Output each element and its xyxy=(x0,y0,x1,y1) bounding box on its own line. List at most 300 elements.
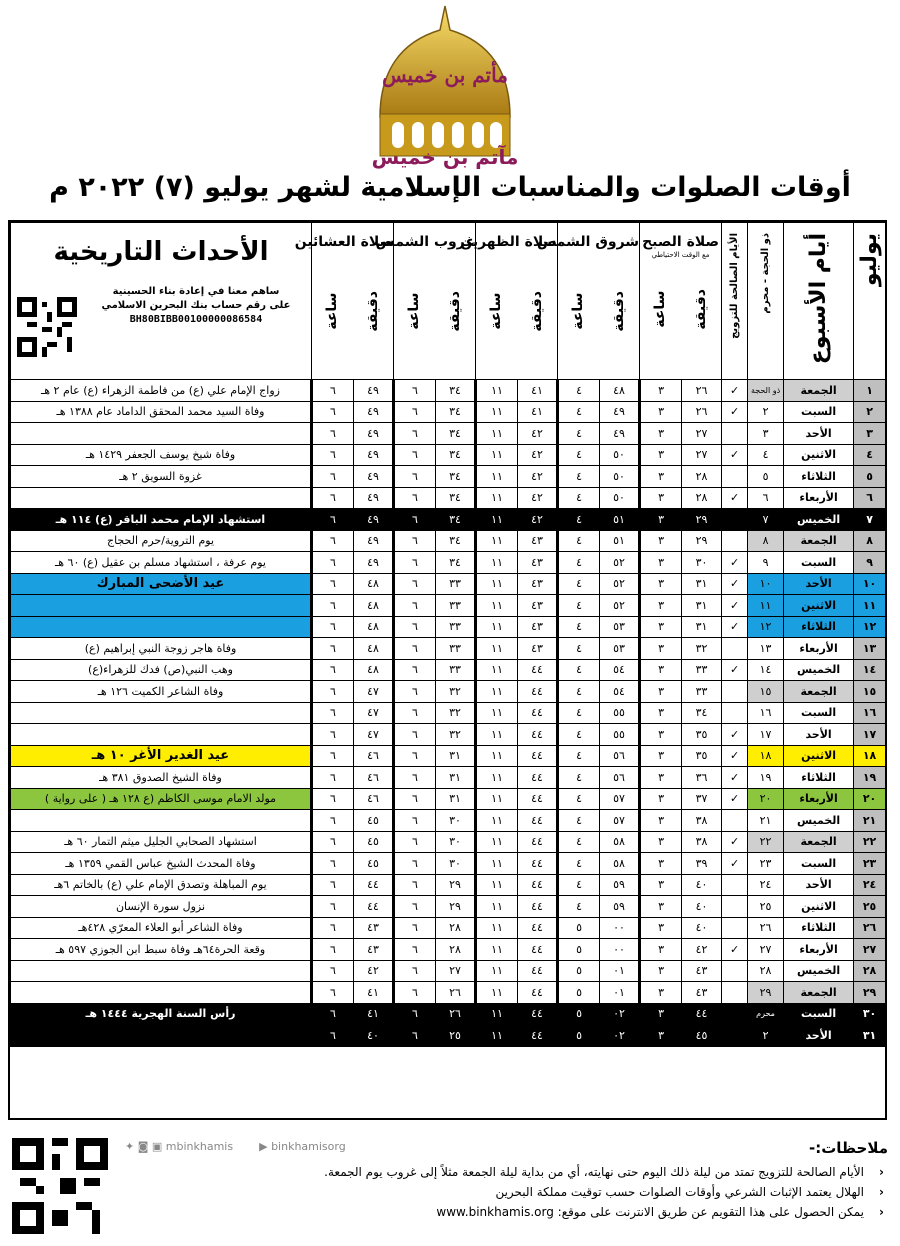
sunset-minute: ٢٦ xyxy=(436,1003,476,1025)
fajr-minute: ٣٣ xyxy=(682,681,722,703)
sunset-hour: ٦ xyxy=(394,1003,436,1025)
weekday: الجمعة xyxy=(784,530,854,552)
sunset-hour: ٦ xyxy=(394,616,436,638)
event-text: غزوة السويق ٢ هـ xyxy=(11,466,312,488)
weekday: الاثنين xyxy=(784,595,854,617)
isha-hour: ٦ xyxy=(312,638,354,660)
sunrise-hour: ٥ xyxy=(558,939,600,961)
sunrise-minute: ٥١ xyxy=(600,530,640,552)
hijri-day: ذو الحجة xyxy=(748,380,784,402)
sunrise-hour: ٤ xyxy=(558,444,600,466)
dhuhr-hour: ١١ xyxy=(476,552,518,574)
fajr-minute: ٣٢ xyxy=(682,638,722,660)
sunset-hour: ٦ xyxy=(394,552,436,574)
sunrise-hour: ٤ xyxy=(558,724,600,746)
table-row xyxy=(11,702,886,724)
isha-hour: ٦ xyxy=(312,444,354,466)
day-number: ٢٨ xyxy=(854,960,886,982)
dhuhr-hour: ١١ xyxy=(476,573,518,595)
fajr-minute: ٣٣ xyxy=(682,659,722,681)
day-number: ٣ xyxy=(854,423,886,445)
table-row xyxy=(11,380,886,402)
youtube-icon: ▶ xyxy=(259,1140,272,1153)
dhuhr-hour: ١١ xyxy=(476,853,518,875)
hijri-day: ٢٥ xyxy=(748,896,784,918)
event-text xyxy=(11,960,312,982)
sunset-minute: ٣١ xyxy=(436,767,476,789)
table-row xyxy=(11,401,886,423)
weekday: الجمعة xyxy=(784,982,854,1004)
isha-hour: ٦ xyxy=(312,939,354,961)
sunset-minute: ٣٣ xyxy=(436,573,476,595)
sunset-minute: ٣٢ xyxy=(436,702,476,724)
dhuhr-minute: ٤٤ xyxy=(518,1003,558,1025)
hijri-day: ٢١ xyxy=(748,810,784,832)
weekday: السبت xyxy=(784,1003,854,1025)
sunset-minute: ٣٣ xyxy=(436,595,476,617)
isha-minute: ٤٧ xyxy=(354,702,394,724)
dhuhr-hour: ١١ xyxy=(476,509,518,531)
isha-hour: ٦ xyxy=(312,831,354,853)
isha-minute: ٤٥ xyxy=(354,853,394,875)
sunset-hour: ٦ xyxy=(394,509,436,531)
hijri-day: ٢٢ xyxy=(748,831,784,853)
marriage-check xyxy=(722,702,748,724)
sunset-minute: ٣٤ xyxy=(436,444,476,466)
dhuhr-minute: ٤٤ xyxy=(518,702,558,724)
fajr-hour: ٣ xyxy=(640,659,682,681)
dhuhr-hour: ١١ xyxy=(476,616,518,638)
sunset-hour: ٦ xyxy=(394,1025,436,1047)
fajr-hour: ٣ xyxy=(640,1003,682,1025)
event-text xyxy=(11,810,312,832)
isha-minute: ٤٤ xyxy=(354,874,394,896)
isha-hour: ٦ xyxy=(312,616,354,638)
weekday: السبت xyxy=(784,853,854,875)
isha-minute: ٤٩ xyxy=(354,509,394,531)
fajr-minute: ٣٥ xyxy=(682,724,722,746)
hijri-day: ٢ xyxy=(748,401,784,423)
isha-minute: ٤٣ xyxy=(354,939,394,961)
event-text xyxy=(11,702,312,724)
isha-hour: ٦ xyxy=(312,552,354,574)
isha-hour: ٦ xyxy=(312,724,354,746)
day-number: ١٨ xyxy=(854,745,886,767)
dhuhr-hour: ١١ xyxy=(476,724,518,746)
hijri-day: ١٥ xyxy=(748,681,784,703)
table-row xyxy=(11,552,886,574)
weekday: الاثنين xyxy=(784,896,854,918)
weekday: السبت xyxy=(784,401,854,423)
hijri-day: ١٦ xyxy=(748,702,784,724)
sunset-minute: ٢٥ xyxy=(436,1025,476,1047)
sunrise-hour: ٤ xyxy=(558,509,600,531)
event-text: وفاة المحدث الشيخ عباس القمي ١٣٥٩ هـ xyxy=(11,853,312,875)
event-text xyxy=(11,423,312,445)
qr-code-icon xyxy=(17,297,77,357)
table-row xyxy=(11,487,886,509)
day-number: ٢٥ xyxy=(854,896,886,918)
sunrise-hour: ٥ xyxy=(558,1025,600,1047)
sunrise-hour: ٤ xyxy=(558,616,600,638)
weekday: الأحد xyxy=(784,874,854,896)
fajr-minute: ٣٠ xyxy=(682,552,722,574)
sunset-minute: ٣٣ xyxy=(436,659,476,681)
isha-hour: ٦ xyxy=(312,659,354,681)
event-text: عيد الغدير الأغر ١٠ هـ xyxy=(11,745,312,767)
hijri-day: ٤ xyxy=(748,444,784,466)
hijri-day: ٢٧ xyxy=(748,939,784,961)
sunrise-hour: ٤ xyxy=(558,810,600,832)
isha-minute: ٤٩ xyxy=(354,380,394,402)
marriage-check: ✓ xyxy=(722,788,748,810)
isha-hour: ٦ xyxy=(312,466,354,488)
marriage-check: ✓ xyxy=(722,724,748,746)
fajr-minute: ٣١ xyxy=(682,595,722,617)
sunrise-minute: ٠٠ xyxy=(600,939,640,961)
isha-hour: ٦ xyxy=(312,745,354,767)
marriage-check: ✓ xyxy=(722,767,748,789)
fajr-minute: ٢٦ xyxy=(682,380,722,402)
fajr-minute: ٢٨ xyxy=(682,487,722,509)
fajr-minute: ٣٤ xyxy=(682,702,722,724)
dhuhr-minute: ٤٣ xyxy=(518,573,558,595)
day-number: ٢٣ xyxy=(854,853,886,875)
day-number: ١٦ xyxy=(854,702,886,724)
event-text: عيد الأضحى المبارك xyxy=(11,573,312,595)
social-handle[interactable]: ✦ ◙ ▣ mbinkhamis xyxy=(125,1140,234,1153)
sunrise-minute: ٥٩ xyxy=(600,896,640,918)
sunset-minute: ٣٣ xyxy=(436,638,476,660)
isha-hour: ٦ xyxy=(312,853,354,875)
table-row xyxy=(11,767,886,789)
event-text xyxy=(11,1025,312,1047)
isha-minute: ٤٦ xyxy=(354,767,394,789)
dhuhr-hour: ١١ xyxy=(476,874,518,896)
sunset-minute: ٣٠ xyxy=(436,831,476,853)
logo-text: مأتم بن خميس xyxy=(382,63,508,87)
fajr-minute: ٣٨ xyxy=(682,810,722,832)
mosque-logo xyxy=(360,2,530,170)
dhuhr-minute: ٤٤ xyxy=(518,896,558,918)
sunrise-hour: ٤ xyxy=(558,853,600,875)
day-number: ٢٠ xyxy=(854,788,886,810)
dhuhr-minute: ٤٤ xyxy=(518,1025,558,1047)
fajr-minute: ٣٥ xyxy=(682,745,722,767)
dhuhr-hour: ١١ xyxy=(476,960,518,982)
sunrise-hour: ٤ xyxy=(558,466,600,488)
fajr-hour: ٣ xyxy=(640,595,682,617)
sunrise-hour: ٤ xyxy=(558,831,600,853)
sunset-minute: ٢٩ xyxy=(436,896,476,918)
dhuhr-hour: ١١ xyxy=(476,423,518,445)
dhuhr-minute: ٤٢ xyxy=(518,444,558,466)
dhuhr-hour: ١١ xyxy=(476,831,518,853)
marriage-check: ✓ xyxy=(722,401,748,423)
dhuhr-hour: ١١ xyxy=(476,487,518,509)
sunset-hour: ٦ xyxy=(394,939,436,961)
isha-hour: ٦ xyxy=(312,917,354,939)
fajr-minute: ٢٦ xyxy=(682,401,722,423)
dhuhr-hour: ١١ xyxy=(476,982,518,1004)
note-item: ‹ الأيام الصالحة للتزويج تمتد من ليلة ذلك اليوم حتى نهايته، أي من بداية ليلة الجمعة مثلاً إلى غروب يوم الجمعة. xyxy=(248,1162,888,1182)
dhuhr-hour: ١١ xyxy=(476,444,518,466)
sunrise-hour: ٤ xyxy=(558,788,600,810)
hijri-day: ٨ xyxy=(748,530,784,552)
sunrise-minute: ٠٢ xyxy=(600,1003,640,1025)
sunset-hour: ٦ xyxy=(394,380,436,402)
event-text: وهب النبي(ص) فدك للزهراء(ع) xyxy=(11,659,312,681)
marriage-check xyxy=(722,982,748,1004)
marriage-check: ✓ xyxy=(722,552,748,574)
col-marriage: الأيام الصالحة للتزويج xyxy=(722,223,748,380)
sunset-hour: ٦ xyxy=(394,466,436,488)
weekday: الأحد xyxy=(784,1025,854,1047)
event-text xyxy=(11,595,312,617)
fajr-hour: ٣ xyxy=(640,702,682,724)
weekday: الجمعة xyxy=(784,831,854,853)
sunset-hour: ٦ xyxy=(394,702,436,724)
sunset-minute: ٢٨ xyxy=(436,917,476,939)
hijri-day: ٢٠ xyxy=(748,788,784,810)
marriage-check xyxy=(722,638,748,660)
calendar-table xyxy=(10,222,886,1047)
hijri-day: ٥ xyxy=(748,466,784,488)
dhuhr-minute: ٤١ xyxy=(518,401,558,423)
dhuhr-minute: ٤٣ xyxy=(518,638,558,660)
table-row xyxy=(11,724,886,746)
isha-hour: ٦ xyxy=(312,896,354,918)
isha-minute: ٤٩ xyxy=(354,401,394,423)
sunset-hour: ٦ xyxy=(394,530,436,552)
isha-minute: ٤٨ xyxy=(354,659,394,681)
weekday: الاثنين xyxy=(784,745,854,767)
footer-qr-code-icon xyxy=(12,1138,108,1234)
weekday: الخميس xyxy=(784,810,854,832)
col-fajr: صلاة الصبح مع الوقت الاحتياطي دقيقة ساعة xyxy=(640,223,722,380)
sunset-hour: ٦ xyxy=(394,659,436,681)
sunrise-minute: ٥٥ xyxy=(600,702,640,724)
weekday: الأربعاء xyxy=(784,939,854,961)
sunrise-hour: ٤ xyxy=(558,745,600,767)
sunrise-minute: ٥٣ xyxy=(600,638,640,660)
event-text: وفاة السيد محمد المحقق الداماد عام ١٣٨٨ هـ xyxy=(11,401,312,423)
notes-section xyxy=(248,1138,888,1222)
fajr-hour: ٣ xyxy=(640,423,682,445)
dhuhr-hour: ١١ xyxy=(476,638,518,660)
event-text xyxy=(11,982,312,1004)
sunrise-minute: ٥٢ xyxy=(600,573,640,595)
fajr-hour: ٣ xyxy=(640,380,682,402)
sunset-hour: ٦ xyxy=(394,767,436,789)
hijri-day: ١٢ xyxy=(748,616,784,638)
dhuhr-minute: ٤٤ xyxy=(518,939,558,961)
hijri-day: ٢٦ xyxy=(748,917,784,939)
fajr-hour: ٣ xyxy=(640,874,682,896)
sunrise-minute: ٥١ xyxy=(600,509,640,531)
col-events: الأحداث التاريخية ساهم معنا في إعادة بناء الحسينية على رقم حساب بنك البحرين الاسلامي BH80BIBB00100000086584 xyxy=(11,223,312,380)
fajr-minute: ٣٧ xyxy=(682,788,722,810)
notes-title: ملاحظات:- xyxy=(808,1139,888,1157)
sunrise-hour: ٤ xyxy=(558,896,600,918)
sunrise-hour: ٥ xyxy=(558,982,600,1004)
sunset-hour: ٦ xyxy=(394,788,436,810)
dhuhr-minute: ٤٤ xyxy=(518,810,558,832)
sunset-hour: ٦ xyxy=(394,960,436,982)
col-sunrise: شروق الشمس دقيقة ساعة xyxy=(558,223,640,380)
sunrise-hour: ٤ xyxy=(558,487,600,509)
dhuhr-minute: ٤٤ xyxy=(518,745,558,767)
isha-hour: ٦ xyxy=(312,681,354,703)
sunset-hour: ٦ xyxy=(394,982,436,1004)
day-number: ١٢ xyxy=(854,616,886,638)
sunset-minute: ٣١ xyxy=(436,745,476,767)
fajr-hour: ٣ xyxy=(640,1025,682,1047)
dhuhr-hour: ١١ xyxy=(476,530,518,552)
sunrise-minute: ٥٩ xyxy=(600,874,640,896)
sunrise-minute: ٥٦ xyxy=(600,767,640,789)
sunrise-minute: ٥٠ xyxy=(600,444,640,466)
sunset-hour: ٦ xyxy=(394,487,436,509)
event-text: وفاة هاجر زوجة النبي إبراهيم (ع) xyxy=(11,638,312,660)
day-number: ١٠ xyxy=(854,573,886,595)
sunrise-hour: ٥ xyxy=(558,917,600,939)
isha-minute: ٤٩ xyxy=(354,444,394,466)
weekday: الثلاثاء xyxy=(784,917,854,939)
col-isha: صلاة العشائين دقيقة ساعة xyxy=(312,223,394,380)
day-number: ٥ xyxy=(854,466,886,488)
table-row xyxy=(11,982,886,1004)
sunset-hour: ٦ xyxy=(394,874,436,896)
isha-minute: ٤٦ xyxy=(354,788,394,810)
isha-hour: ٦ xyxy=(312,530,354,552)
marriage-check: ✓ xyxy=(722,595,748,617)
hijri-day: ٩ xyxy=(748,552,784,574)
dhuhr-minute: ٤٢ xyxy=(518,487,558,509)
sunset-minute: ٣١ xyxy=(436,788,476,810)
day-number: ٢٤ xyxy=(854,874,886,896)
hijri-day: ١١ xyxy=(748,595,784,617)
isha-minute: ٤٤ xyxy=(354,896,394,918)
fajr-hour: ٣ xyxy=(640,853,682,875)
dhuhr-minute: ٤٤ xyxy=(518,788,558,810)
fajr-hour: ٣ xyxy=(640,616,682,638)
fajr-minute: ٤٣ xyxy=(682,982,722,1004)
table-row xyxy=(11,917,886,939)
event-text xyxy=(11,487,312,509)
hijri-day: ٢ xyxy=(748,1025,784,1047)
marriage-check xyxy=(722,874,748,896)
marriage-check: ✓ xyxy=(722,573,748,595)
dhuhr-minute: ٤٤ xyxy=(518,659,558,681)
marriage-check xyxy=(722,423,748,445)
hijri-day: ٢٣ xyxy=(748,853,784,875)
sunset-minute: ٣٤ xyxy=(436,423,476,445)
table-row xyxy=(11,960,886,982)
day-number: ١٣ xyxy=(854,638,886,660)
event-text: وفاة الشاعر الكميت ١٢٦ هـ xyxy=(11,681,312,703)
hijri-day: ١٠ xyxy=(748,573,784,595)
sunset-minute: ٣٠ xyxy=(436,853,476,875)
col-sunset: غروب الشمس دقيقة ساعة xyxy=(394,223,476,380)
svg-text:مآتم بن خميس: مآتم بن خميس xyxy=(371,145,519,169)
sunset-hour: ٦ xyxy=(394,853,436,875)
dhuhr-minute: ٤٤ xyxy=(518,724,558,746)
sunset-minute: ٣٠ xyxy=(436,810,476,832)
marriage-check: ✓ xyxy=(722,831,748,853)
sunrise-hour: ٤ xyxy=(558,552,600,574)
col-dhuhr: صلاة الظهرين دقيقة ساعة xyxy=(476,223,558,380)
weekday: السبت xyxy=(784,702,854,724)
day-number: ٢١ xyxy=(854,810,886,832)
sunrise-minute: ٥٣ xyxy=(600,616,640,638)
sunset-minute: ٣٤ xyxy=(436,466,476,488)
youtube-link[interactable]: ▶ binkhamisorg xyxy=(259,1140,346,1153)
sunrise-minute: ٥٧ xyxy=(600,788,640,810)
sunset-hour: ٦ xyxy=(394,423,436,445)
fajr-minute: ٣٩ xyxy=(682,853,722,875)
hijri-day: ٢٩ xyxy=(748,982,784,1004)
day-number: ٩ xyxy=(854,552,886,574)
fajr-hour: ٣ xyxy=(640,530,682,552)
marriage-check xyxy=(722,466,748,488)
sunrise-minute: ٥٠ xyxy=(600,487,640,509)
table-row xyxy=(11,423,886,445)
sunrise-minute: ٥٢ xyxy=(600,552,640,574)
fajr-hour: ٣ xyxy=(640,982,682,1004)
table-row xyxy=(11,595,886,617)
weekday: الثلاثاء xyxy=(784,616,854,638)
hijri-day: ١٧ xyxy=(748,724,784,746)
weekday: الخميس xyxy=(784,509,854,531)
weekday: الجمعة xyxy=(784,681,854,703)
table-row xyxy=(11,659,886,681)
marriage-check xyxy=(722,1025,748,1047)
sunrise-minute: ٤٩ xyxy=(600,423,640,445)
table-row xyxy=(11,573,886,595)
dhuhr-minute: ٤٤ xyxy=(518,960,558,982)
event-text: استشهاد الصحابي الجليل ميثم التمار ٦٠ هـ xyxy=(11,831,312,853)
dhuhr-hour: ١١ xyxy=(476,702,518,724)
sunrise-hour: ٤ xyxy=(558,595,600,617)
note-item: ‹ الهلال يعتمد الإثبات الشرعي وأوقات الصلوات حسب توقيت مملكة البحرين xyxy=(248,1182,888,1202)
weekday: الأربعاء xyxy=(784,788,854,810)
event-text: نزول سورة الإنسان xyxy=(11,896,312,918)
hijri-day: ٢٨ xyxy=(748,960,784,982)
dhuhr-minute: ٤٤ xyxy=(518,853,558,875)
dhuhr-minute: ٤٢ xyxy=(518,423,558,445)
dhuhr-hour: ١١ xyxy=(476,659,518,681)
day-number: ٢٢ xyxy=(854,831,886,853)
fajr-minute: ٤٠ xyxy=(682,874,722,896)
dhuhr-hour: ١١ xyxy=(476,380,518,402)
sunrise-minute: ٥٠ xyxy=(600,466,640,488)
col-day-number: يوليو xyxy=(854,223,886,380)
dhuhr-minute: ٤٢ xyxy=(518,466,558,488)
isha-minute: ٤٥ xyxy=(354,831,394,853)
dhuhr-hour: ١١ xyxy=(476,788,518,810)
event-text: مولد الامام موسى الكاظم (ع ١٢٨ هـ ( على رواية ) xyxy=(11,788,312,810)
marriage-check xyxy=(722,960,748,982)
sunset-hour: ٦ xyxy=(394,810,436,832)
sunrise-minute: ٠١ xyxy=(600,982,640,1004)
table-row xyxy=(11,788,886,810)
weekday: الأحد xyxy=(784,423,854,445)
dhuhr-hour: ١١ xyxy=(476,745,518,767)
sunrise-minute: ٥٨ xyxy=(600,831,640,853)
isha-minute: ٤٧ xyxy=(354,681,394,703)
marriage-check xyxy=(722,896,748,918)
